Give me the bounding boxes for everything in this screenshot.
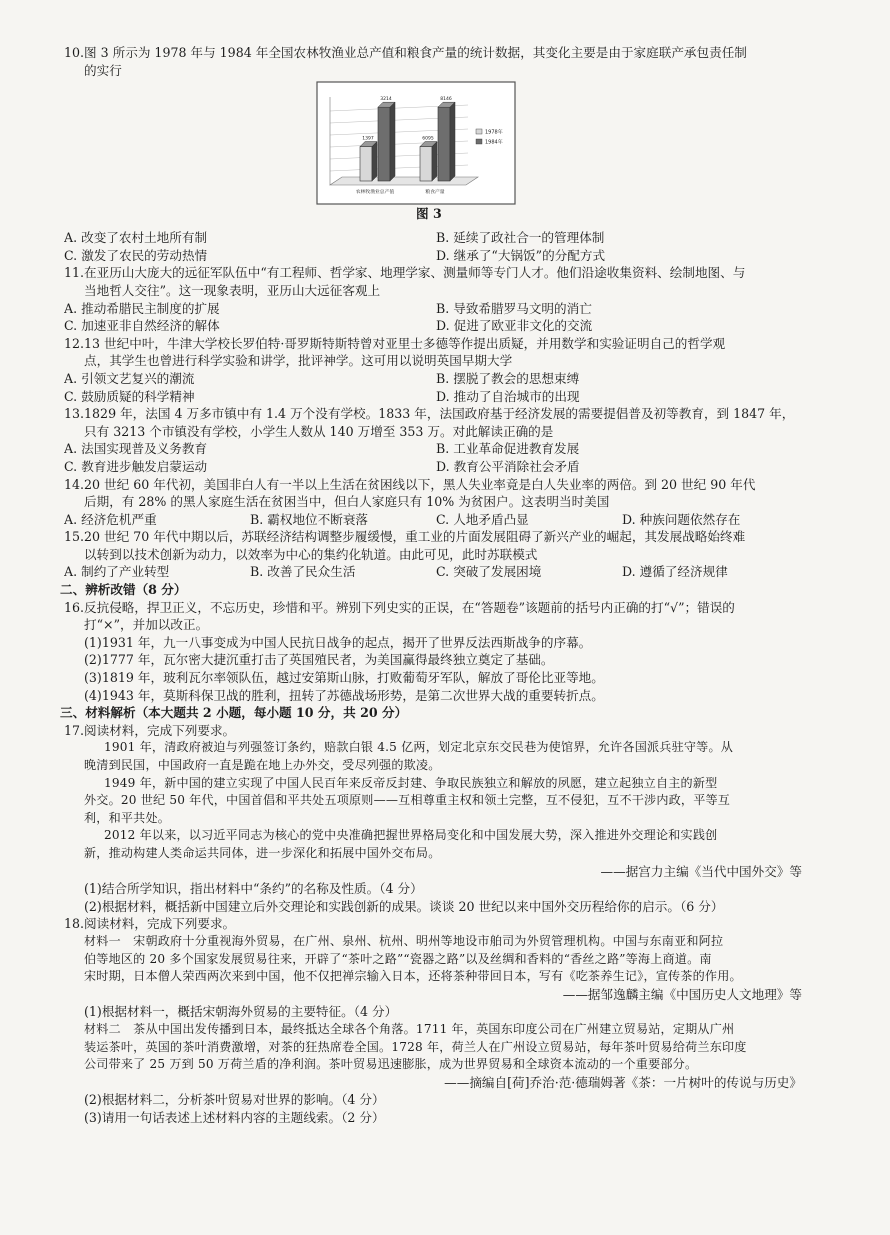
option-d[interactable]: D. 教育公平消除社会矛盾 <box>436 458 580 474</box>
material-line: 新，推动构建人类命运共同体，进一步深化和拓展中国外交布局。 <box>84 845 441 860</box>
figure-label: 图 3 <box>416 206 442 222</box>
question-12 <box>64 335 808 405</box>
option-c[interactable]: C. 教育进步触发启蒙运动 <box>64 458 208 474</box>
options-row <box>64 458 808 476</box>
question-10 <box>64 44 808 264</box>
options-row <box>64 563 808 581</box>
options-row <box>64 370 808 388</box>
option-b[interactable]: B. 霸权地位不断衰落 <box>250 511 369 527</box>
material-line: 公司带来了 25 万到 50 万荷兰盾的净利润。茶叶贸易迅速膨胀，成为世界贸易和全球资本流动的一个重要部分。 <box>84 1057 698 1072</box>
options-row <box>64 300 808 318</box>
question-stem: 当地哲人交往”。这一现象表明，亚历山大远征客观上 <box>84 282 381 298</box>
material-source: ——据邹逸麟主编《中国历史人文地理》等 <box>562 986 802 1002</box>
sub-question: (1)结合所学知识，指出材料中“条约”的名称及性质。（4 分） <box>84 881 423 897</box>
category-label: 农林牧渔业总产值 <box>355 190 395 196</box>
option-b[interactable]: B. 延续了政社合一的管理体制 <box>436 230 605 246</box>
option-b[interactable]: B. 导致希腊罗马文明的消亡 <box>436 300 592 316</box>
data-label: 3214 <box>380 97 392 103</box>
legend-label: 1978年 <box>485 129 503 136</box>
material-line: 利，和平共处。 <box>84 810 171 825</box>
question-stem: 14.20 世纪 60 年代初，美国非白人有一半以上生活在贫困线以下，黑人失业率竟是白人失业率的两倍。到 20 世纪 90 年代 <box>64 476 756 492</box>
option-c[interactable]: C. 突破了发展困境 <box>436 564 542 580</box>
options-row <box>64 317 808 335</box>
option-b[interactable]: B. 改善了民众生活 <box>250 564 356 580</box>
bar-1978年-农林牧渔业总产值 <box>360 142 377 181</box>
option-a[interactable]: A. 经济危机严重 <box>64 511 157 527</box>
material-line: 1901 年，清政府被迫与列强签订条约，赔款白银 4.5 亿两，划定北京东交民巷为使馆界，允许各国派兵驻守等。从 <box>104 740 734 755</box>
question-stem: 16.反抗侵略，捍卫正义，不忘历史，珍惜和平。辨别下列史实的正误，在“答题卷”该题前的括号内正确的打“√”；错误的 <box>64 599 735 615</box>
option-a[interactable]: A. 制约了产业转型 <box>64 564 170 580</box>
option-c[interactable]: C. 激发了农民的劳动热情 <box>64 247 208 263</box>
option-a[interactable]: A. 改变了农村土地所有制 <box>64 230 208 246</box>
question-stem: 打“×”，并加以改正。 <box>84 617 209 633</box>
material-source: ——摘编自[荷]乔治·范·德瑞姆著《茶：一片树叶的传说与历史》 <box>444 1074 802 1090</box>
category-label: 粮食产量 <box>425 190 445 196</box>
material-text <box>64 739 808 862</box>
question-stem: 11.在亚历山大庞大的远征军队伍中“有工程师、哲学家、地理学家、测量师等专门人才。他们沿途收集资料、绘制地图、与 <box>64 265 746 281</box>
question-stem: 只有 3213 个市镇没有学校，小学生人数从 140 万增至 353 万。对此解读正确的是 <box>84 423 554 439</box>
option-a[interactable]: A. 法国实现普及义务教育 <box>64 441 208 457</box>
question-stem: 以转到以技术创新为动力，以效率为中心的集约化轨道。由此可见，此时苏联模式 <box>84 546 538 562</box>
figure-3 <box>64 79 808 229</box>
options-row <box>64 388 808 406</box>
option-d[interactable]: D. 推动了自治城市的出现 <box>436 388 580 404</box>
statement-item: (4)1943 年，莫斯科保卫战的胜利，扭转了苏德战场形势，是第二次世界大战的重要转折点。 <box>84 687 604 703</box>
question-stem: 后期，有 28% 的黑人家庭生活在贫困当中，但白人家庭只有 10% 为贫困户。这表明当时美国 <box>84 494 610 510</box>
option-a[interactable]: A. 推动希腊民主制度的扩展 <box>64 300 220 316</box>
legend-swatch <box>476 139 482 144</box>
option-d[interactable]: D. 继承了“大锅饭”的分配方式 <box>436 247 606 263</box>
material-one <box>64 933 808 986</box>
question-15 <box>64 528 808 581</box>
question-stem: 15.20 世纪 70 年代中期以后，苏联经济结构调整步履缓慢，重工业的片面发展阻碍了新兴产业的崛起，其发展战略始终难 <box>64 529 746 545</box>
exam-page <box>60 44 808 1126</box>
sub-question: (3)请用一句话表述上述材料内容的主题线索。（2 分） <box>84 1109 385 1125</box>
option-c[interactable]: C. 加速亚非自然经济的解体 <box>64 318 220 334</box>
question-stem: 18.阅读材料，完成下列要求。 <box>64 916 236 932</box>
material-line: 材料一 宋朝政府十分重视海外贸易，在广州、泉州、杭州、明州等地设市舶司为外贸管理机构。中国与东南亚和阿拉 <box>84 933 724 948</box>
question-16 <box>64 599 808 705</box>
sub-question: (1)根据材料一，概括宋朝海外贸易的主要特征。（4 分） <box>84 1004 398 1020</box>
question-stem: 的实行 <box>84 62 122 78</box>
bar-1978年-粮食产量 <box>420 142 437 181</box>
option-b[interactable]: B. 工业革命促进教育发展 <box>436 441 580 457</box>
options-row <box>64 247 808 265</box>
question-17 <box>64 722 808 916</box>
option-b[interactable]: B. 摆脱了教会的思想束缚 <box>436 370 580 386</box>
material-line: 宋时期，日本僧人荣西两次来到中国，他不仅把禅宗输入日本，还将茶种带回日本，写有《吃茶养生记》，宣传茶的作用。 <box>84 969 742 984</box>
question-stem: 12.13 世纪中叶，牛津大学校长罗伯特·哥罗斯特斯特曾对亚里士多德等作提出质疑，并用数学和实验证明自己的哲学观 <box>64 335 726 351</box>
section-heading: 三、材料解析（本大题共 2 小题，每小题 10 分，共 20 分） <box>60 705 408 721</box>
material-line: 外交。20 世纪 50 年代，中国首倡和平共处五项原则——互相尊重主权和领土完整，互不侵犯，互不干涉内政，平等互 <box>84 793 731 808</box>
option-a[interactable]: A. 引领文艺复兴的潮流 <box>64 370 195 386</box>
material-line: 装运茶叶，英国的茶叶消费激增，对茶的狂热席卷全国。1728 年，荷兰人在广州设立贸易站，每年茶叶贸易给荷兰东印度 <box>84 1039 747 1054</box>
legend-label: 1984年 <box>485 139 503 146</box>
bar-chart <box>316 81 516 205</box>
statement-item: (1)1931 年，九一八事变成为中国人民抗日战争的起点，揭开了世界反法西斯战争的序幕。 <box>84 634 592 650</box>
question-11 <box>64 264 808 334</box>
option-d[interactable]: D. 遵循了经济规律 <box>622 564 728 580</box>
material-line: 2012 年以来，以习近平同志为核心的党中央准确把握世界格局变化和中国发展大势，深入推进外交理论和实践创 <box>104 828 718 843</box>
material-two <box>64 1021 808 1074</box>
material-line: 材料二 茶从中国出发传播到日本，最终抵达全球各个角落。1711 年，英国东印度公司在广州建立贸易站，定期从广州 <box>84 1021 735 1036</box>
question-stem: 17.阅读材料，完成下列要求。 <box>64 722 236 738</box>
section-heading: 二、辨析改错（8 分） <box>60 582 187 598</box>
material-source: ——据宫力主编《当代中国外交》等 <box>600 863 802 879</box>
question-18 <box>64 915 808 1126</box>
option-c[interactable]: C. 人地矛盾凸显 <box>436 511 529 527</box>
statement-item: (3)1819 年，玻利瓦尔率领队伍，越过安第斯山脉，打败葡萄牙军队，解放了哥伦比亚等地。 <box>84 670 604 686</box>
data-label: 8146 <box>440 97 452 103</box>
legend-swatch <box>476 129 482 134</box>
question-14 <box>64 476 808 529</box>
sub-question: (2)根据材料，概括新中国建立后外交理论和实践创新的成果。谈谈 20 世纪以来中国外交历程给你的启示。（6 分） <box>84 898 724 914</box>
statement-item: (2)1777 年，瓦尔密大捷沉重打击了英国殖民者，为美国赢得最终独立奠定了基础。 <box>84 652 554 668</box>
material-line: 晚清到民国，中国政府一直是跪在地上办外交，受尽列强的欺凌。 <box>84 758 441 772</box>
chart-floor <box>330 177 478 185</box>
material-line: 1949 年，新中国的建立实现了中国人民百年来反帝反封建、争取民族独立和解放的夙愿，建立起独立自主的新型 <box>104 775 718 790</box>
bar-1984年-粮食产量 <box>438 102 455 181</box>
option-d[interactable]: D. 促进了欧亚非文化的交流 <box>436 318 593 334</box>
option-c[interactable]: C. 鼓励质疑的科学精神 <box>64 388 195 404</box>
options-row <box>64 440 808 458</box>
question-stem: 10.图 3 所示为 1978 年与 1984 年全国农林牧渔业总产值和粮食产量的统计数据，其变化主要是由于家庭联产承包责任制 <box>64 45 747 60</box>
question-13 <box>64 405 808 475</box>
sub-question: (2)根据材料二，分析茶叶贸易对世界的影响。（4 分） <box>84 1092 385 1108</box>
bar-1984年-农林牧渔业总产值 <box>378 102 395 181</box>
data-label: 6095 <box>422 136 434 142</box>
options-row <box>64 229 808 247</box>
data-label: 1397 <box>362 136 374 142</box>
option-d[interactable]: D. 种族问题依然存在 <box>622 511 741 527</box>
question-stem: 13.1829 年，法国 4 万多市镇中有 1.4 万个没有学校。1833 年，法国政府基于经济发展的需要提倡普及初等教育，到 1847 年， <box>64 406 795 422</box>
material-line: 伯等地区的 20 多个国家发展贸易往来，开辟了“茶叶之路”“瓷器之路”以及丝绸和香料的“香丝之路”等海上商道。南 <box>84 951 712 966</box>
options-row <box>64 511 808 529</box>
question-stem: 点，其学生也曾进行科学实验和讲学，批评神学。这可用以说明英国早期大学 <box>84 353 513 369</box>
